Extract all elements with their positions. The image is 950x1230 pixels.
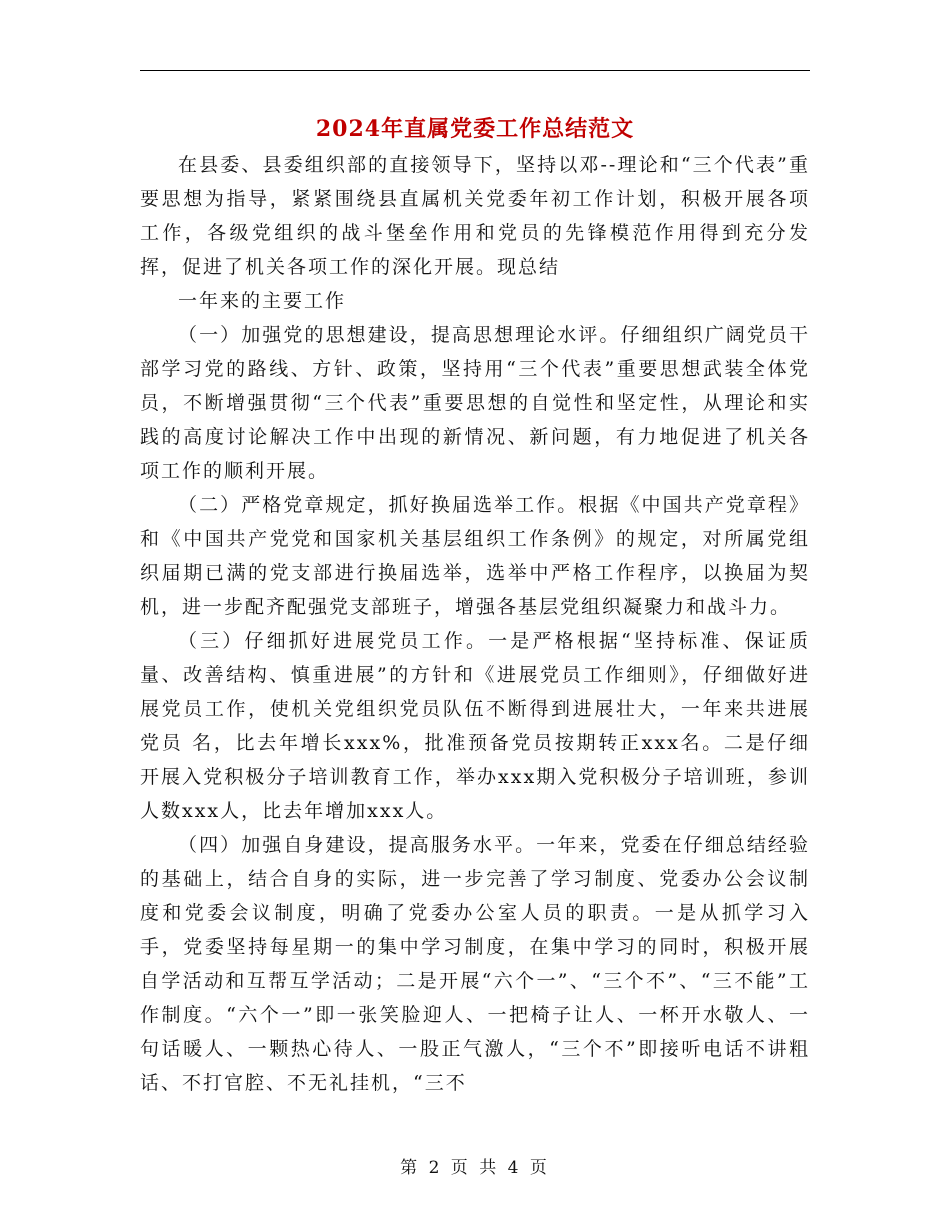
- document-title: 2024年直属党委工作总结范文: [315, 116, 635, 142]
- header-rule: [140, 70, 810, 71]
- paragraph-4: （四）加强自身建设，提高服务水平。一年来，党委在仔细总结经验的基础上，结合自身的实际，进一步完善了学习制度、党委办公会议制度和党委会议制度，明确了党委办公室人员的职责。一是从抓学习入手，党委坚持每星期一的集中学习制度，在集中学习的同时，积极开展自学活动和互帮互学活动；二是开展“六个一”、“三个不”、“三不能”工作制度。“六个一”即一张笑脸迎人、一把椅子让人、一杯开水敬人、一句话暖人、一颗热心待人、一股正气激人，“三个不”即接听电话不讲粗话、不打官腔、不无礼挂机，“三不: [140, 834, 810, 1094]
- section-heading: 一年来的主要工作: [178, 290, 347, 312]
- document-body: [140, 148, 810, 1100]
- paragraph-2: （二）严格党章规定，抓好换届选举工作。根据《中国共产党章程》和《中国共产党党和国家机关基层组织工作条例》的规定，对所属党组织届期已满的党支部进行换届选举，选举中严格工作程序，以换届为契机，进一步配齐配强党支部班子，增强各基层党组织凝聚力和战斗力。: [140, 494, 810, 618]
- paragraph-3: （三）仔细抓好进展党员工作。一是严格根据“坚持标准、保证质量、改善结构、慎重进展”的方针和《进展党员工作细则》，仔细做好进展党员工作，使机关党组织党员队伍不断得到进展壮大，一年来共进展党员 名，比去年增长xxx%，批准预备党员按期转正xxx名。二是仔细开展入党积极分子培训教育工作，举办xxx期入党积极分子培训班，参训人数xxx人，比去年增加xxx人。: [140, 630, 810, 822]
- paragraph-1: （一）加强党的思想建设，提高思想理论水评。仔细组织广阔党员干部学习党的路线、方针、政策，坚持用“三个代表”重要思想武装全体党员，不断增强贯彻“三个代表”重要思想的自觉性和坚定性，从理论和实践的高度讨论解决工作中出现的新情况、新问题，有力地促进了机关各项工作的顺利开展。: [140, 324, 810, 482]
- paragraph-intro: 在县委、县委组织部的直接领导下，坚持以邓--理论和“三个代表”重要思想为指导，紧紧围绕县直属机关党委年初工作计划，积极开展各项工作，各级党组织的战斗堡垒作用和党员的先锋模范作用得到充分发挥，促进了机关各项工作的深化开展。现总结: [140, 154, 810, 278]
- page-number: 第 2 页 共 4 页: [400, 1158, 550, 1178]
